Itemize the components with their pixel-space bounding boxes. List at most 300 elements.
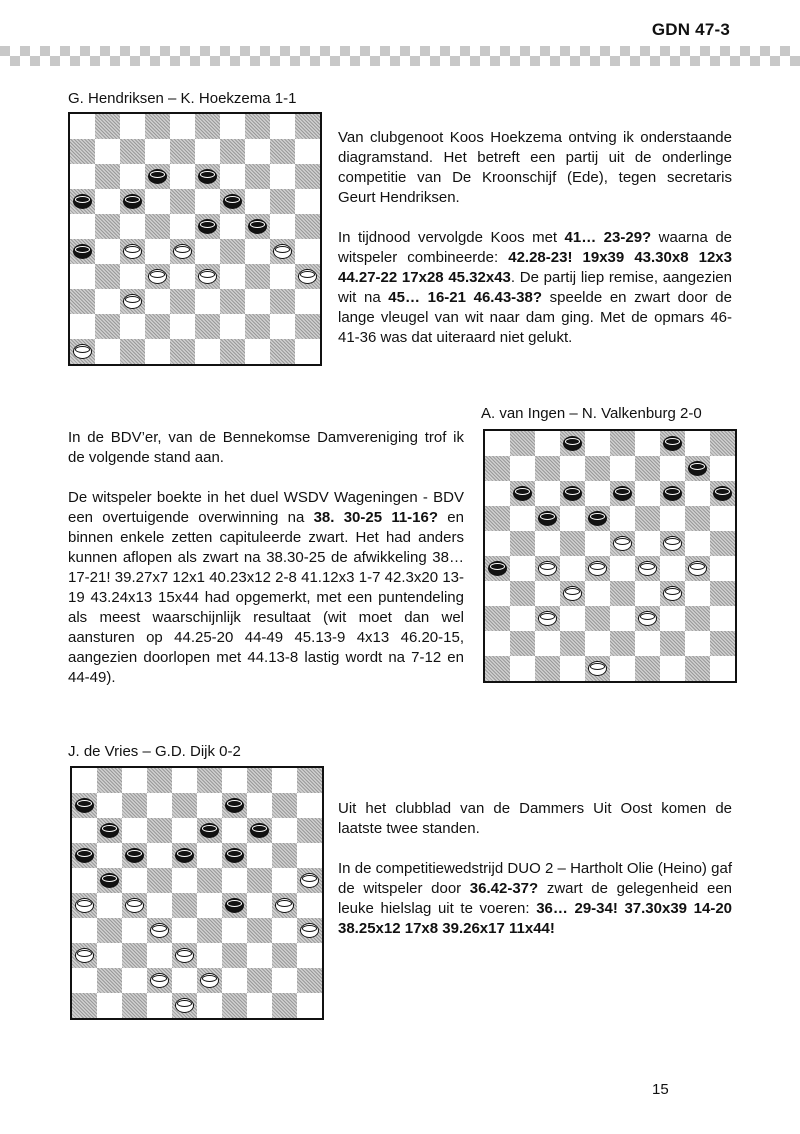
- dark-square: [635, 656, 660, 681]
- page-number: 15: [652, 1081, 669, 1098]
- light-square: [610, 456, 635, 481]
- dark-square: [170, 339, 195, 364]
- light-square: [535, 531, 560, 556]
- white-piece-icon: [273, 244, 292, 259]
- light-square: [660, 606, 685, 631]
- dark-square: [295, 314, 320, 339]
- dark-square: [122, 993, 147, 1018]
- black-piece-icon: [613, 486, 632, 501]
- dark-square: [510, 631, 535, 656]
- light-square: [122, 818, 147, 843]
- light-square: [297, 943, 322, 968]
- light-square: [197, 943, 222, 968]
- dark-square: [535, 506, 560, 531]
- light-square: [660, 556, 685, 581]
- light-square: [222, 968, 247, 993]
- black-piece-icon: [688, 461, 707, 476]
- dark-square: [120, 289, 145, 314]
- paragraph: In tijdnood vervolgde Koos met 41… 23-29? waarna de witspeler combineerde: 42.28-23! 19x39 43.30x8 12x3 44.27-22 17x28 45.32x43. De partij liep remise, aangezien wit na 45… 16-21 46.43-38? speelde en zwart door de lange vleugel van wit naar dam ging. Met de opmars 46-41-36 was dat uiteraard niet gelukt.: [338, 229, 733, 346]
- article-text-3: [338, 799, 732, 959]
- dark-square: [660, 481, 685, 506]
- light-square: [195, 189, 220, 214]
- light-square: [585, 581, 610, 606]
- light-square: [172, 918, 197, 943]
- white-piece-icon: [275, 898, 294, 913]
- light-square: [610, 556, 635, 581]
- dark-square: [297, 968, 322, 993]
- light-square: [660, 506, 685, 531]
- dark-square: [147, 918, 172, 943]
- white-piece-icon: [638, 611, 657, 626]
- light-square: [70, 164, 95, 189]
- light-square: [535, 631, 560, 656]
- light-square: [710, 656, 735, 681]
- paragraph: Uit het clubblad van de Dammers Uit Oost komen de laatste twee standen.: [338, 800, 732, 837]
- dark-square: [560, 631, 585, 656]
- light-square: [147, 993, 172, 1018]
- black-piece-icon: [488, 561, 507, 576]
- dark-square: [247, 818, 272, 843]
- dark-square: [145, 214, 170, 239]
- dark-square: [97, 968, 122, 993]
- dark-square: [535, 606, 560, 631]
- light-square: [297, 993, 322, 1018]
- dark-square: [70, 289, 95, 314]
- white-piece-icon: [200, 973, 219, 988]
- black-piece-icon: [100, 823, 119, 838]
- light-square: [272, 868, 297, 893]
- dark-square: [220, 189, 245, 214]
- dark-square: [247, 918, 272, 943]
- dark-square: [172, 843, 197, 868]
- light-square: [95, 139, 120, 164]
- dark-square: [585, 606, 610, 631]
- dark-square: [710, 481, 735, 506]
- white-piece-icon: [538, 561, 557, 576]
- white-piece-icon: [75, 948, 94, 963]
- dark-square: [297, 868, 322, 893]
- light-square: [220, 114, 245, 139]
- black-piece-icon: [198, 219, 217, 234]
- light-square: [195, 139, 220, 164]
- dark-square: [535, 556, 560, 581]
- dark-square: [222, 843, 247, 868]
- white-piece-icon: [73, 344, 92, 359]
- light-square: [247, 893, 272, 918]
- dark-square: [685, 456, 710, 481]
- light-square: [70, 214, 95, 239]
- dark-square: [635, 506, 660, 531]
- dark-square: [70, 139, 95, 164]
- white-piece-icon: [538, 611, 557, 626]
- dark-square: [197, 768, 222, 793]
- dark-square: [270, 289, 295, 314]
- black-piece-icon: [588, 511, 607, 526]
- dark-square: [170, 139, 195, 164]
- light-square: [245, 339, 270, 364]
- light-square: [295, 189, 320, 214]
- white-piece-icon: [298, 269, 317, 284]
- light-square: [485, 631, 510, 656]
- dark-square: [610, 531, 635, 556]
- light-square: [172, 868, 197, 893]
- dark-square: [485, 656, 510, 681]
- dark-square: [560, 481, 585, 506]
- dark-square: [197, 818, 222, 843]
- light-square: [120, 214, 145, 239]
- dark-square: [145, 264, 170, 289]
- light-square: [97, 893, 122, 918]
- dark-square: [172, 943, 197, 968]
- dark-square: [145, 164, 170, 189]
- light-square: [120, 314, 145, 339]
- dark-square: [220, 139, 245, 164]
- light-square: [172, 968, 197, 993]
- dark-square: [147, 868, 172, 893]
- light-square: [610, 606, 635, 631]
- light-square: [147, 843, 172, 868]
- dark-square: [297, 768, 322, 793]
- light-square: [270, 114, 295, 139]
- dark-square: [220, 289, 245, 314]
- light-square: [295, 339, 320, 364]
- dark-square: [220, 239, 245, 264]
- light-square: [170, 264, 195, 289]
- dark-square: [295, 114, 320, 139]
- light-square: [485, 531, 510, 556]
- white-piece-icon: [150, 923, 169, 938]
- light-square: [485, 431, 510, 456]
- dark-square: [585, 456, 610, 481]
- light-square: [535, 481, 560, 506]
- light-square: [245, 139, 270, 164]
- dark-square: [97, 868, 122, 893]
- light-square: [710, 556, 735, 581]
- light-square: [635, 481, 660, 506]
- black-piece-icon: [123, 194, 142, 209]
- dark-square: [485, 606, 510, 631]
- light-square: [660, 656, 685, 681]
- light-square: [70, 314, 95, 339]
- light-square: [122, 918, 147, 943]
- light-square: [147, 793, 172, 818]
- light-square: [610, 506, 635, 531]
- black-piece-icon: [563, 486, 582, 501]
- dark-square: [195, 264, 220, 289]
- dark-square: [195, 114, 220, 139]
- white-piece-icon: [563, 586, 582, 601]
- light-square: [710, 506, 735, 531]
- light-square: [535, 581, 560, 606]
- dark-square: [72, 993, 97, 1018]
- dark-square: [147, 768, 172, 793]
- light-square: [72, 918, 97, 943]
- dark-square: [510, 581, 535, 606]
- dark-square: [247, 968, 272, 993]
- white-piece-icon: [613, 536, 632, 551]
- light-square: [685, 631, 710, 656]
- dark-square: [270, 189, 295, 214]
- dark-square: [272, 793, 297, 818]
- light-square: [585, 631, 610, 656]
- black-piece-icon: [100, 873, 119, 888]
- light-square: [245, 289, 270, 314]
- paragraph: Van clubgenoot Koos Hoekzema ontving ik onderstaande diagramstand. Het betreft een partij uit de onderlinge competitie van De Kroonschijf (Ede), tegen secretaris Geurt Hendriksen.: [338, 129, 732, 206]
- light-square: [635, 631, 660, 656]
- white-piece-icon: [663, 536, 682, 551]
- light-square: [247, 943, 272, 968]
- dark-square: [95, 214, 120, 239]
- light-square: [685, 531, 710, 556]
- dark-square: [72, 793, 97, 818]
- light-square: [170, 164, 195, 189]
- light-square: [220, 314, 245, 339]
- dark-square: [710, 431, 735, 456]
- dark-square: [485, 506, 510, 531]
- white-piece-icon: [75, 898, 94, 913]
- white-piece-icon: [638, 561, 657, 576]
- light-square: [685, 581, 710, 606]
- light-square: [97, 843, 122, 868]
- black-piece-icon: [663, 486, 682, 501]
- dark-square: [197, 868, 222, 893]
- white-piece-icon: [175, 948, 194, 963]
- dark-square: [585, 556, 610, 581]
- dark-square: [247, 768, 272, 793]
- dark-square: [222, 943, 247, 968]
- light-square: [170, 114, 195, 139]
- dark-square: [195, 314, 220, 339]
- dark-square: [70, 239, 95, 264]
- paragraph: In de competitiewedstrijd DUO 2 – Hartholt Olie (Heino) gaf de witspeler door 36.42-37? zwart de gelegenheid een leuke hielslag uit te voeren: 36… 29-34! 37.30x39 14-20 38.25x12 17x8 39.26x17 11x44!: [338, 860, 733, 937]
- article-text-1: [338, 128, 732, 368]
- dark-square: [710, 531, 735, 556]
- dark-square: [510, 431, 535, 456]
- light-square: [270, 264, 295, 289]
- article-text-2: [68, 428, 464, 708]
- dark-square: [685, 506, 710, 531]
- light-square: [195, 239, 220, 264]
- light-square: [510, 556, 535, 581]
- light-square: [510, 656, 535, 681]
- light-square: [195, 339, 220, 364]
- dark-square: [635, 556, 660, 581]
- light-square: [247, 993, 272, 1018]
- white-piece-icon: [125, 898, 144, 913]
- dark-square: [70, 339, 95, 364]
- draughts-board-3: [70, 766, 324, 1020]
- light-square: [560, 456, 585, 481]
- light-square: [145, 139, 170, 164]
- black-piece-icon: [175, 848, 194, 863]
- dark-square: [122, 793, 147, 818]
- dark-square: [222, 893, 247, 918]
- dark-square: [295, 264, 320, 289]
- dark-square: [297, 918, 322, 943]
- dark-square: [172, 993, 197, 1018]
- light-square: [170, 214, 195, 239]
- dark-square: [245, 314, 270, 339]
- light-square: [270, 314, 295, 339]
- light-square: [195, 289, 220, 314]
- dark-square: [70, 189, 95, 214]
- dark-square: [220, 339, 245, 364]
- light-square: [272, 968, 297, 993]
- light-square: [70, 264, 95, 289]
- light-square: [145, 239, 170, 264]
- black-piece-icon: [250, 823, 269, 838]
- black-piece-icon: [225, 848, 244, 863]
- black-piece-icon: [75, 798, 94, 813]
- light-square: [295, 239, 320, 264]
- light-square: [635, 581, 660, 606]
- dark-square: [560, 431, 585, 456]
- light-square: [510, 606, 535, 631]
- black-piece-icon: [225, 898, 244, 913]
- light-square: [295, 289, 320, 314]
- white-piece-icon: [173, 244, 192, 259]
- dark-square: [270, 339, 295, 364]
- light-square: [197, 793, 222, 818]
- dark-square: [660, 631, 685, 656]
- light-square: [685, 481, 710, 506]
- dark-square: [270, 239, 295, 264]
- light-square: [245, 239, 270, 264]
- dark-square: [272, 843, 297, 868]
- light-square: [170, 314, 195, 339]
- dark-square: [247, 868, 272, 893]
- light-square: [145, 339, 170, 364]
- dark-square: [270, 139, 295, 164]
- light-square: [172, 818, 197, 843]
- light-square: [710, 606, 735, 631]
- dark-square: [197, 968, 222, 993]
- light-square: [610, 656, 635, 681]
- white-piece-icon: [175, 998, 194, 1013]
- light-square: [222, 868, 247, 893]
- light-square: [220, 214, 245, 239]
- dark-square: [122, 893, 147, 918]
- dark-square: [95, 264, 120, 289]
- black-piece-icon: [713, 486, 732, 501]
- dark-square: [560, 531, 585, 556]
- black-piece-icon: [73, 194, 92, 209]
- light-square: [710, 456, 735, 481]
- light-square: [295, 139, 320, 164]
- black-piece-icon: [538, 511, 557, 526]
- black-piece-icon: [200, 823, 219, 838]
- light-square: [222, 818, 247, 843]
- black-piece-icon: [223, 194, 242, 209]
- dark-square: [245, 164, 270, 189]
- light-square: [485, 481, 510, 506]
- dark-square: [685, 656, 710, 681]
- light-square: [172, 768, 197, 793]
- dark-square: [535, 656, 560, 681]
- light-square: [510, 456, 535, 481]
- dark-square: [170, 189, 195, 214]
- dark-square: [72, 893, 97, 918]
- light-square: [122, 968, 147, 993]
- light-square: [560, 556, 585, 581]
- dark-square: [295, 214, 320, 239]
- light-square: [272, 918, 297, 943]
- black-piece-icon: [198, 169, 217, 184]
- light-square: [247, 793, 272, 818]
- light-square: [245, 189, 270, 214]
- light-square: [510, 506, 535, 531]
- dark-square: [122, 843, 147, 868]
- light-square: [535, 431, 560, 456]
- dark-square: [510, 481, 535, 506]
- light-square: [585, 481, 610, 506]
- dark-square: [635, 606, 660, 631]
- light-square: [72, 768, 97, 793]
- dark-square: [297, 818, 322, 843]
- dark-square: [195, 164, 220, 189]
- light-square: [120, 264, 145, 289]
- white-piece-icon: [688, 561, 707, 576]
- light-square: [270, 164, 295, 189]
- black-piece-icon: [513, 486, 532, 501]
- game-caption-1: G. Hendriksen – K. Hoekzema 1-1: [68, 90, 297, 107]
- dark-square: [585, 506, 610, 531]
- dark-square: [170, 239, 195, 264]
- light-square: [95, 239, 120, 264]
- dark-square: [685, 556, 710, 581]
- white-piece-icon: [198, 269, 217, 284]
- dark-square: [710, 581, 735, 606]
- dark-square: [195, 214, 220, 239]
- light-square: [635, 431, 660, 456]
- light-square: [147, 893, 172, 918]
- light-square: [95, 339, 120, 364]
- light-square: [122, 868, 147, 893]
- light-square: [95, 289, 120, 314]
- dark-square: [95, 314, 120, 339]
- white-piece-icon: [123, 294, 142, 309]
- dark-square: [660, 531, 685, 556]
- light-square: [560, 656, 585, 681]
- white-piece-icon: [300, 923, 319, 938]
- light-square: [147, 943, 172, 968]
- light-square: [197, 893, 222, 918]
- light-square: [270, 214, 295, 239]
- light-square: [297, 793, 322, 818]
- light-square: [585, 531, 610, 556]
- dark-square: [610, 481, 635, 506]
- dark-square: [147, 818, 172, 843]
- light-square: [95, 189, 120, 214]
- black-piece-icon: [125, 848, 144, 863]
- dark-square: [222, 993, 247, 1018]
- dark-square: [172, 893, 197, 918]
- white-piece-icon: [150, 973, 169, 988]
- white-piece-icon: [148, 269, 167, 284]
- dark-square: [635, 456, 660, 481]
- light-square: [272, 818, 297, 843]
- paragraph: De witspeler boekte in het duel WSDV Wageningen - BDV een overtuigende overwinning na 38. 30-25 11-16? en binnen enkele zetten capituleerde zwart. Het had anders kunnen aflopen als zwart na 38.30-25 de afwikkeling 38… 17-21! 39.27x7 12x1 40.23x12 2-8 41.12x3 1-7 42.3x20 13-19 43.24x13 15x44 had opgemerkt, met een puntendeling als meest waarschijnlijk resultaat (wit moet dan wel aansturen op 44.25-20 44-49 45.13-9 4x13 46.20-15, aangezien doorlopen met 44.13-8 lastig wordt na 7-12 en 44-49).: [68, 489, 464, 686]
- dark-square: [145, 314, 170, 339]
- dark-square: [710, 631, 735, 656]
- white-piece-icon: [663, 586, 682, 601]
- dark-square: [97, 918, 122, 943]
- dark-square: [97, 768, 122, 793]
- light-square: [297, 893, 322, 918]
- black-piece-icon: [73, 244, 92, 259]
- dark-square: [660, 581, 685, 606]
- light-square: [70, 114, 95, 139]
